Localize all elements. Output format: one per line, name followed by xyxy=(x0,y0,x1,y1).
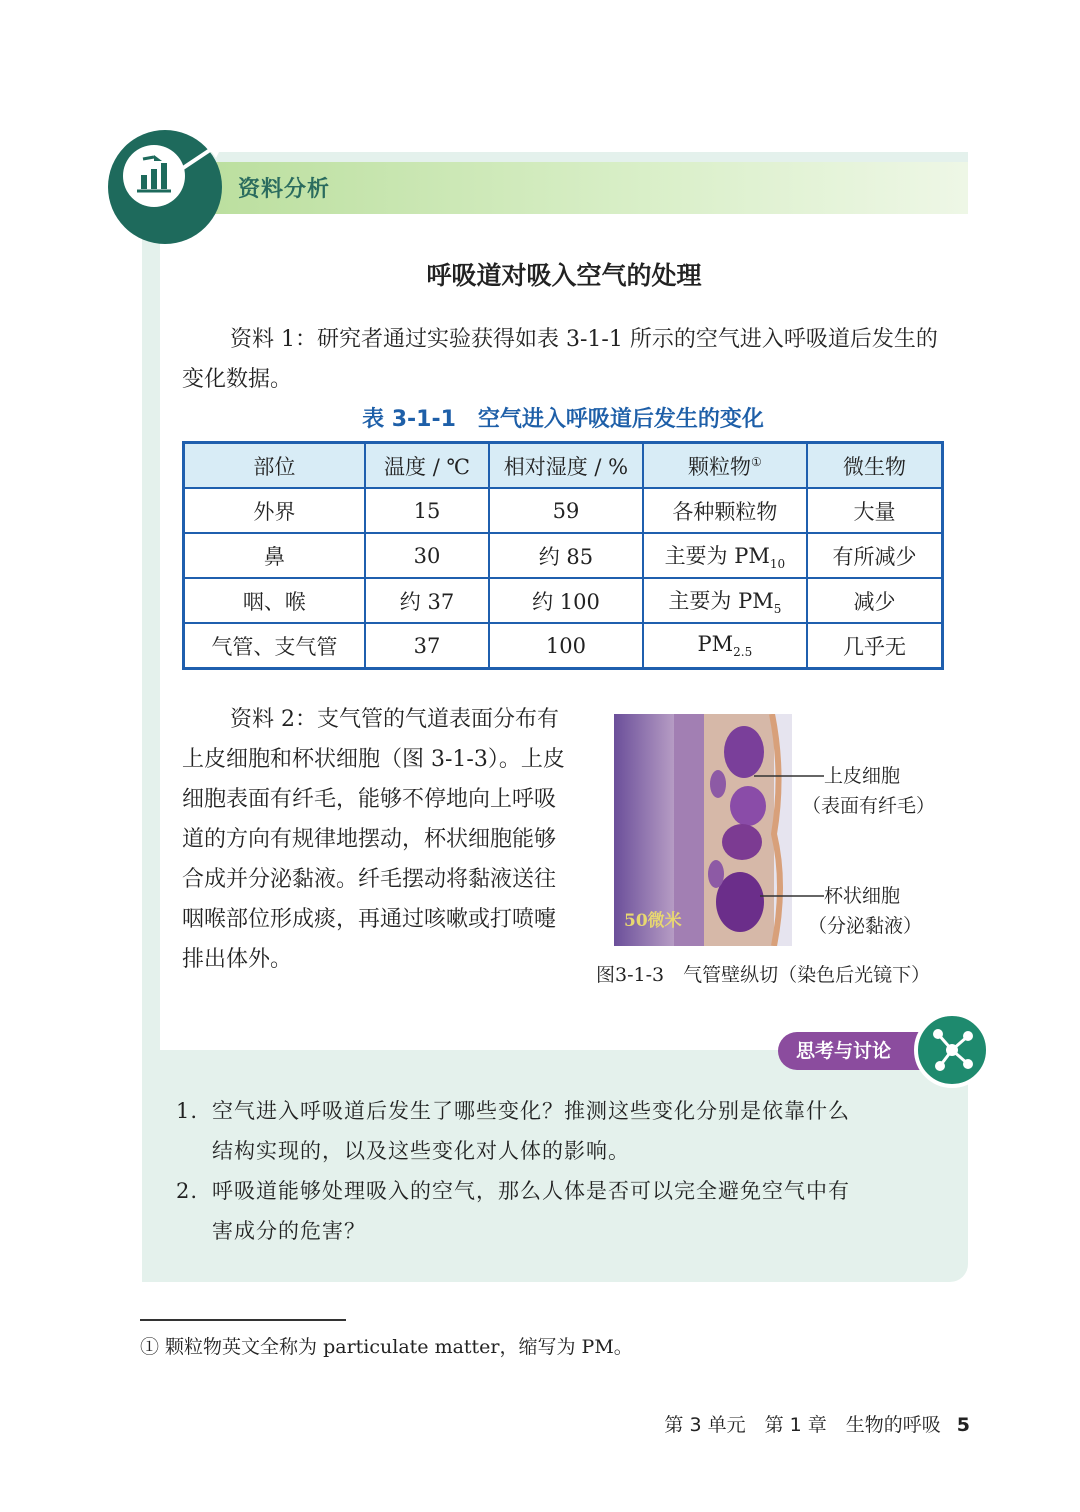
header-site: 部位 xyxy=(184,443,365,489)
footnote: ① 颗粒物英文全称为 particulate matter，缩写为 PM。 xyxy=(140,1336,633,1358)
cell-particles: 主要为 $PM_5$ xyxy=(643,578,807,623)
scale-bar-label: 50微米 xyxy=(624,911,682,931)
table-row xyxy=(184,488,943,533)
footnote-rule xyxy=(140,1319,346,1321)
label-goblet-cell: 杯状细胞 xyxy=(824,885,901,907)
cell-site: 鼻 xyxy=(184,533,365,578)
cell-site: 咽、喉 xyxy=(184,578,365,623)
page-title: 呼吸道对吸入空气的处理 xyxy=(426,261,702,290)
cell-temp: 15 xyxy=(365,488,489,533)
figure-pointer-lines xyxy=(750,770,830,910)
cell-humidity: 59 xyxy=(489,488,642,533)
cell-microbes: 减少 xyxy=(807,578,942,623)
cell-temp: 37 xyxy=(365,623,489,669)
cell-temp: 30 xyxy=(365,533,489,578)
figure-caption: 图3-1-3 气管壁纵切（染色后光镜下） xyxy=(596,964,931,986)
page-footer xyxy=(664,1410,970,1437)
cell-particles: $PM_{2.5}$ xyxy=(643,623,807,669)
page-number: 5 xyxy=(956,1414,970,1436)
label-epithelial-cell: 上皮细胞 xyxy=(824,765,901,787)
label-epithelial-note: （表面有纤毛） xyxy=(802,795,936,817)
table-row xyxy=(184,533,943,578)
cell-humidity: 100 xyxy=(489,623,642,669)
header-microbes: 微生物 xyxy=(807,443,942,489)
cell-site: 外界 xyxy=(184,488,365,533)
cell-microbes: 大量 xyxy=(807,488,942,533)
cell-particles: 各种颗粒物 xyxy=(643,488,807,533)
table-header-row xyxy=(184,443,943,489)
header-temp: 温度 / ℃ xyxy=(365,443,489,489)
table-row xyxy=(184,623,943,669)
arrow-icon xyxy=(170,140,230,180)
cell-humidity: 约 100 xyxy=(489,578,642,623)
discussion-question-1: 1. 空气进入呼吸道后发生了哪些变化？推测这些变化分别是依靠什么 结构实现的，以及这些变化对人体的影响。 xyxy=(176,1099,850,1163)
data-table xyxy=(182,441,944,670)
cell-particles: 主要为 $PM_{10}$ xyxy=(643,533,807,578)
cell-microbes: 几乎无 xyxy=(807,623,942,669)
material-2-text: 资料 2：支气管的气道表面分布有上皮细胞和杯状细胞（图 3-1-3）。上皮细胞表面有纤毛，能够不停地向上呼吸道的方向有规律地摆动，杯状细胞能够合成并分泌黏液。纤毛摆动将黏液送往咽喉部位形成痰，再通过咳嗽或打喷嚏排出体外。 xyxy=(182,707,565,972)
cell-humidity: 约 85 xyxy=(489,533,642,578)
cell-temp: 约 37 xyxy=(365,578,489,623)
cell-site: 气管、支气管 xyxy=(184,623,365,669)
table-caption: 表 3-1-1 空气进入呼吸道后发生的变化 xyxy=(362,407,764,432)
label-goblet-note: （分泌黏液） xyxy=(808,915,923,937)
header-particles: 颗粒物① xyxy=(643,443,807,489)
cell-microbes: 有所减少 xyxy=(807,533,942,578)
section-label: 资料分析 xyxy=(238,177,331,202)
header-humidity: 相对湿度 / % xyxy=(489,443,642,489)
material-1-text: 资料 1：研究者通过实验获得如表 3-1-1 所示的空气进入呼吸道后发生的变化数据。 xyxy=(182,327,938,392)
discussion-question-2: 2. 呼吸道能够处理吸入的空气，那么人体是否可以完全避免空气中有 害成分的危害？ xyxy=(176,1179,850,1243)
table-row xyxy=(184,578,943,623)
discussion-tag: 思考与讨论 xyxy=(778,1032,938,1070)
molecule-icon xyxy=(914,1012,990,1088)
chapter-label: 第 3 单元 第 1 章 生物的呼吸 xyxy=(664,1414,941,1436)
